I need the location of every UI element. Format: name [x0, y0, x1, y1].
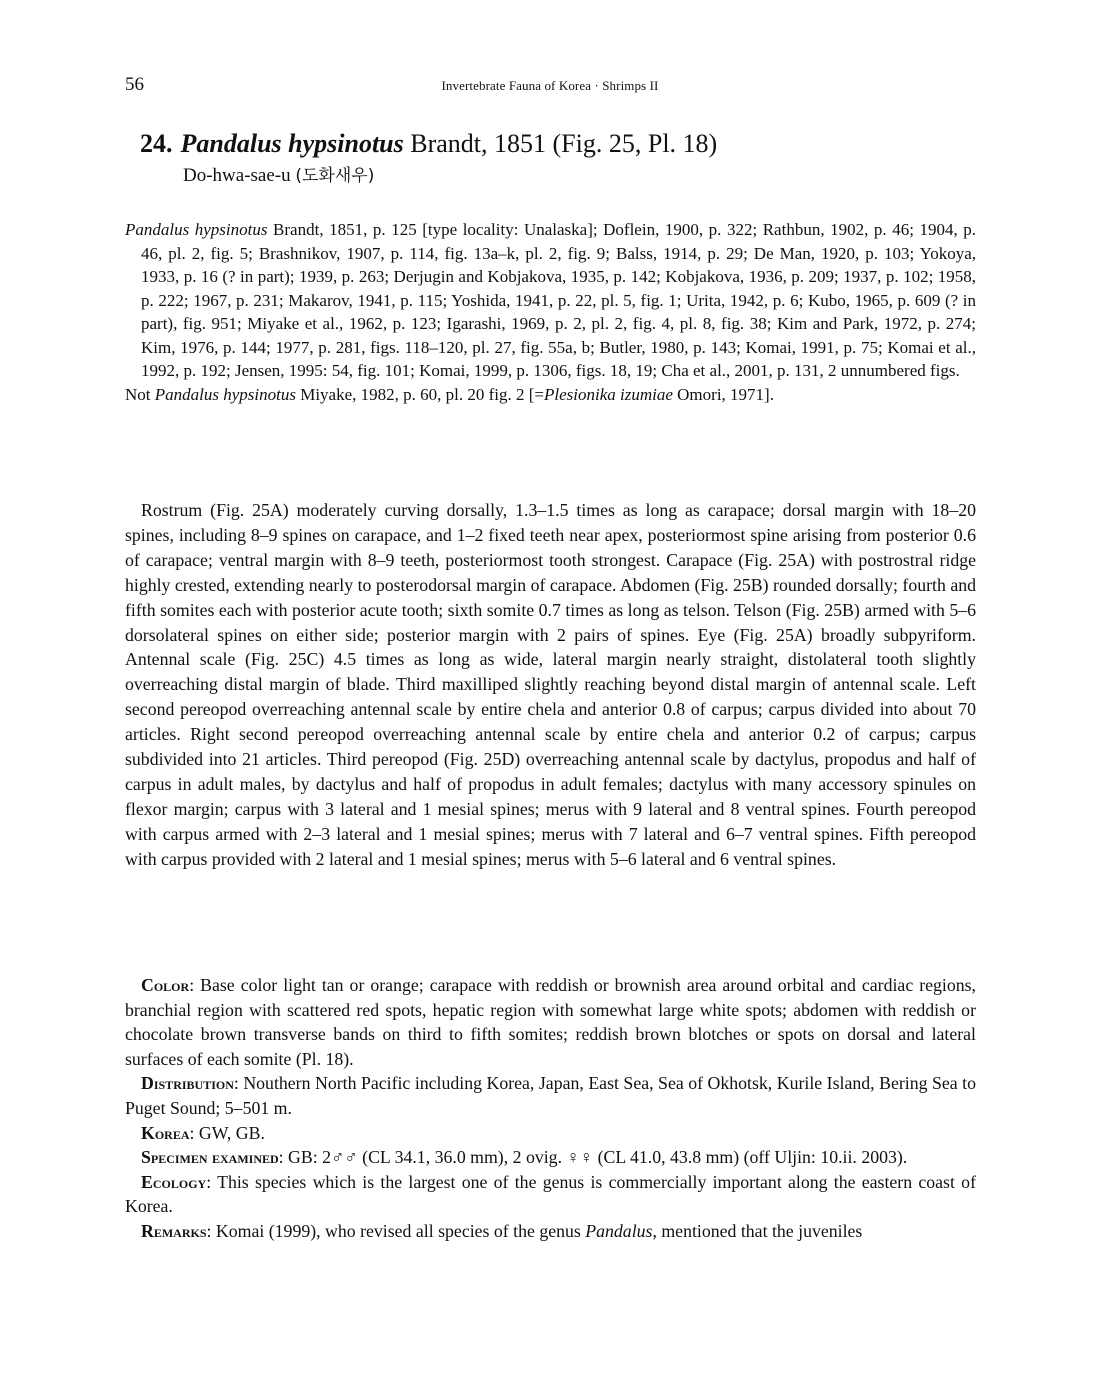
synonymy-entry — [125, 218, 976, 383]
section-text-remarks-before: : Komai (1999), who revised all species of the genus — [206, 1220, 586, 1241]
species-authority: Brandt, 1851 (Fig. 25, Pl. 18) — [410, 129, 718, 158]
species-number: 24. — [140, 129, 173, 158]
section-remarks — [125, 1219, 976, 1244]
synonymy-block — [125, 218, 976, 406]
synonymy-not-syn-genus: Plesionika izumiae — [544, 384, 673, 404]
section-label-color: Color — [141, 975, 190, 995]
section-remarks-genus: Pandalus — [585, 1220, 653, 1241]
species-binomial: Pandalus hypsinotus — [180, 129, 404, 158]
section-label-specimen: Specimen examined — [141, 1147, 279, 1168]
synonymy-genus: Pandalus hypsinotus — [125, 220, 268, 239]
section-text-color: : Base color light tan or orange; carapace with reddish or brownish area around orbital and cardiac regions, branchial region with scattered red spots, hepatic region with somewhat large white spots; abdomen with reddish or chocolate brown transverse bands on third to fifth somites; reddish brown blotches or spots on dorsal and lateral surfaces of each somite (Pl. 18). — [125, 975, 976, 1069]
korean-name: (도화새우) — [295, 166, 375, 186]
section-ecology — [125, 1170, 976, 1219]
synonymy-not-end: Omori, 1971]. — [677, 384, 774, 404]
romanized-name: Do-hwa-sae-u — [183, 165, 291, 186]
page-number: 56 — [125, 74, 144, 95]
sections-block — [125, 973, 976, 1244]
section-color — [125, 973, 976, 1071]
synonymy-text: Brandt, 1851, p. 125 [type locality: Unalaska]; Doflein, 1900, p. 322; Rathbun, 1902, p. 46; 1904, p. 46, pl. 2, fig. 5; Brashnikov, 1907, p. 114, fig. 13a–k, pl. 2, fig. 9; Balss, 1914, p. 29; De Man, 1920, p. 103; Yokoya, 1933, p. 16 (? in part); 1939, p. 263; Derjugin and Kobjakova, 1935, p. 142; Kobjakova, 1936, p. 209; 1937, p. 102; 1958, p. 222; 1967, p. 231; Makarov, 1941, p. 115; Yoshida, 1941, p. 22, pl. 5, fig. 1; Urita, 1942, p. 6; Kubo, 1965, p. 609 (? in part), fig. 951; Miyake et al., 1962, p. 123; Igarashi, 1969, p. 2, pl. 2, fig. 4, pl. 8, fig. 38; Kim and Park, 1972, p. 274; Kim, 1976, p. 144; 1977, p. 281, figs. 118–120, pl. 27, fig. 55a, b; Butler, 1980, p. 143; Komai, 1991, p. 75; Komai et al., 1992, p. 192; Jensen, 1995: 54, fig. 101; Komai, 1999, p. 1306, figs. 18, 19; Cha et al., 2001, p. 131, 2 unnumbered figs. — [141, 220, 977, 380]
synonymy-not-genus: Pandalus hypsinotus — [154, 384, 296, 404]
section-label-distribution: Distribution — [141, 1073, 234, 1094]
section-label-remarks: Remarks — [141, 1220, 207, 1241]
section-text-ecology: : This species which is the largest one of the genus is commercially important along the eastern coast of Korea. — [125, 1171, 976, 1217]
section-label-korea: Korea — [141, 1122, 190, 1143]
section-specimen — [125, 1145, 976, 1170]
section-text-remarks-after: , mentioned that the juveniles — [652, 1220, 863, 1241]
synonymy-not-prefix: Not — [125, 384, 151, 404]
section-text-korea: : GW, GB. — [189, 1122, 265, 1143]
species-heading — [140, 128, 717, 160]
section-distribution — [125, 1071, 976, 1120]
synonymy-not-entry — [125, 383, 976, 407]
section-label-ecology: Ecology — [141, 1171, 207, 1192]
section-text-distribution: : Nouthern North Pacific including Korea, Japan, East Sea, Sea of Okhotsk, Kurile Island, Bering Sea to Puget Sound; 5–501 m. — [125, 1073, 976, 1118]
korean-name-line — [183, 163, 374, 189]
description-paragraph: Rostrum (Fig. 25A) moderately curving dorsally, 1.3–1.5 times as long as carapace; dorsal margin with 18–20 spines, including 8–9 spines on carapace, and 1–2 fixed teeth near apex, posteriormost spine arising from posterior 0.6 of carapace; ventral margin with 8–9 teeth, posteriormost tooth strongest. Carapace (Fig. 25A) with postrostral ridge highly crested, extending nearly to posterodorsal margin of carapace. Abdomen (Fig. 25B) rounded dorsally; fourth and fifth somites each with posterior acute tooth; sixth somite 0.7 times as long as telson. Telson (Fig. 25B) armed with 5–6 dorsolateral spines on either side; posterior margin with 2 pairs of spines. Eye (Fig. 25A) broadly subpyriform. Antennal scale (Fig. 25C) 4.5 times as long as wide, lateral margin nearly straight, distolateral tooth slightly overreaching distal margin of blade. Third maxilliped slightly reaching beyond distal margin of antennal scale. Left second pereopod overreaching antennal scale by entire chela and anterior 0.8 of carpus; carpus divided into about 70 articles. Right second pereopod overreaching antennal scale by entire chela and anterior 0.2 of carpus; carpus subdivided into 21 articles. Third pereopod (Fig. 25D) overreaching antennal scale by dactylus, propodus and half of carpus in adult males, by dactylus and half of propodus in adult females; dactylus with many accessory spinules on flexor margin; carpus with 3 lateral and 1 mesial spines; merus with 9 lateral and 8 ventral spines. Fourth pereopod with carpus armed with 2–3 lateral and 1 mesial spines; merus with 7 lateral and 6–7 ventral spines. Fifth pereopod with carpus provided with 2 lateral and 1 mesial spines; merus with 5–6 lateral and 6 ventral spines. — [125, 500, 976, 869]
synonymy-not-text: Miyake, 1982, p. 60, pl. 20 fig. 2 [= — [300, 384, 544, 404]
running-head: Invertebrate Fauna of Korea · Shrimps II — [441, 78, 659, 93]
section-korea — [125, 1121, 976, 1146]
section-text-specimen: : GB: 2♂♂ (CL 34.1, 36.0 mm), 2 ovig. ♀♀ (CL 41.0, 43.8 mm) (off Uljin: 10.ii. 2003). — [278, 1147, 908, 1168]
